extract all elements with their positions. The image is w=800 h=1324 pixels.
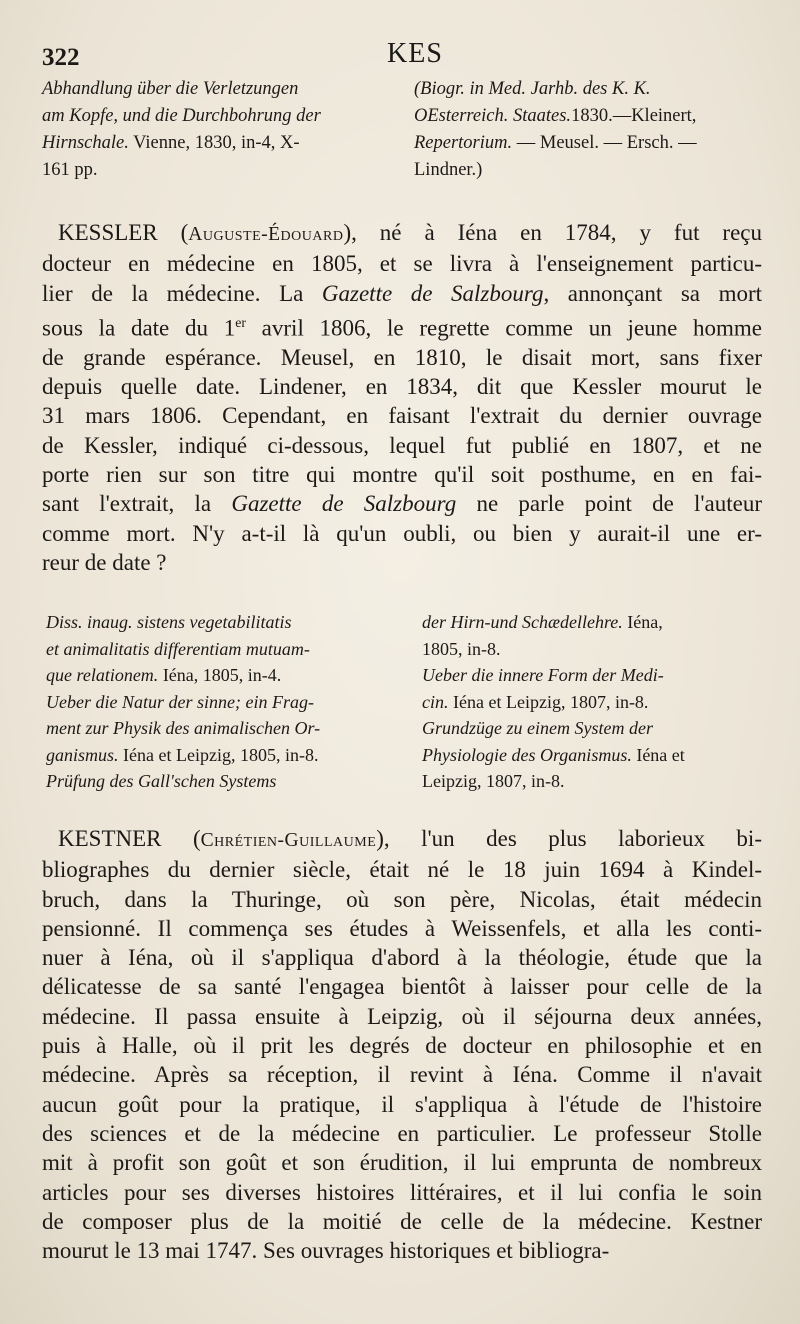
text-run: reur de date ? <box>42 549 167 575</box>
text-run: ne parle point de l'auteur <box>456 491 762 517</box>
text-line <box>46 636 392 663</box>
text-line <box>414 130 762 157</box>
text-run: aucun goût pour la pratique, il s'appliqua à l'étude de l'histoire <box>42 1091 762 1117</box>
italic-text: Ueber die Natur der sinne; ein Frag- <box>46 691 314 712</box>
paragraph-line <box>42 308 762 343</box>
text-run: 161 pp. <box>42 160 98 180</box>
text-run: bruch, dans la Thuringe, où son père, Nicolas, était médecin <box>42 886 762 912</box>
paragraph-line <box>42 279 762 308</box>
small-caps-name: Auguste-Édouard <box>188 224 344 245</box>
text-run: Iéna et Leipzig, 1805, in-8. <box>118 744 319 765</box>
text-line <box>422 662 766 689</box>
text-run: — Meusel. — Ersch. — <box>512 133 697 153</box>
paragraph-line <box>42 972 762 1001</box>
text-run: Vienne, 1830, in-4, X- <box>128 133 300 153</box>
text-run: 31 mars 1806. Cependant, en faisant l'extrait du dernier ouvrage <box>42 403 762 429</box>
text-run: sous la date du 1 <box>42 315 236 341</box>
italic-text: et animalitatis differentiam mutuam- <box>46 638 310 659</box>
paragraph-line <box>42 1090 762 1119</box>
text-line <box>414 157 762 184</box>
italic-text: que relationem. <box>46 665 159 685</box>
text-run: ), né à Iéna en 1784, y fut reçu <box>343 220 762 245</box>
small-caps-name: Chrétien-Guillaume <box>200 830 377 851</box>
paragraph-line <box>42 372 762 401</box>
italic-text: (Biogr. in Med. Jarhb. des K. K. <box>414 79 651 99</box>
text-run: mourut le 13 mai 1747. Ses ouvrages historiques et bibliogra- <box>42 1238 610 1264</box>
italic-text: OEsterreich. Staates. <box>414 106 572 126</box>
paragraph-line <box>42 431 762 460</box>
paragraph-line <box>42 1119 762 1148</box>
paragraph-line <box>42 855 762 884</box>
text-run: KESTNER ( <box>58 826 201 851</box>
paragraph-line <box>42 249 762 278</box>
text-run: KESSLER ( <box>58 220 189 245</box>
italic-title: Gazette de Salzbourg <box>321 280 544 306</box>
bibliography-right-column <box>422 609 766 795</box>
text-run: de grande espérance. Meusel, en 1810, le disait mort, sans fixer <box>42 344 762 370</box>
text-line <box>42 130 392 157</box>
text-run: Iéna et <box>631 744 685 765</box>
top-note-right <box>414 76 762 184</box>
text-run: médecine. Il passa ensuite à Leipzig, où il séjourna deux années, <box>42 1003 762 1029</box>
italic-text: Grundzüge zu einem System der <box>422 718 653 738</box>
paragraph-line <box>42 218 762 249</box>
paragraph-line <box>42 914 762 943</box>
paragraph-line <box>42 343 762 372</box>
paragraph-line <box>42 401 762 430</box>
italic-text: Prüfung des Gall'schen Systems <box>46 771 277 791</box>
italic-text: Diss. inaug. sistens vegetabilitatis <box>46 612 292 632</box>
text-run: bliographes du dernier siècle, était né le 18 juin 1694 à Kindel- <box>42 857 762 883</box>
italic-text: am Kopfe, und die Durchbohrung der <box>42 106 321 126</box>
text-run: articles pour ses diverses histoires littéraires, et il lui confia le soin <box>42 1179 762 1205</box>
text-run: depuis quelle date. Lindener, en 1834, dit que Kessler mourut le <box>42 374 762 400</box>
paragraph-line <box>42 1148 762 1177</box>
text-run: de Kessler, indiqué ci-dessous, lequel fut publié en 1807, et ne <box>42 432 762 458</box>
text-run: puis à Halle, où il prit les degrés de docteur en philosophie et en <box>42 1033 762 1059</box>
paragraph-line <box>42 1031 762 1060</box>
text-run: Iéna, 1805, in-4. <box>158 665 282 685</box>
text-line <box>46 742 392 769</box>
text-line <box>422 715 766 742</box>
text-run: ), l'un des plus laborieux bi- <box>376 826 762 851</box>
text-line <box>414 103 762 130</box>
text-line <box>422 689 766 716</box>
paragraph-line <box>42 1002 762 1031</box>
text-run: , annonçant sa mort <box>543 280 763 306</box>
text-run: docteur en médecine en 1805, et se livra à l'enseignement particu- <box>42 251 762 277</box>
paragraph-line <box>42 460 762 489</box>
text-run: comme mort. N'y a-t-il là qu'un oubli, ou bien y aurait-il une er- <box>42 520 762 546</box>
paragraph-line <box>42 548 762 577</box>
italic-text: Ueber die innere Form der Medi- <box>422 665 664 685</box>
superscript: er <box>235 314 246 330</box>
text-run: 1830.—Kleinert, <box>571 106 697 126</box>
text-line <box>46 689 392 716</box>
paragraph-line <box>42 1178 762 1207</box>
paragraph-line <box>42 824 762 855</box>
text-line <box>414 76 762 103</box>
text-line <box>422 636 766 663</box>
text-line <box>46 662 392 689</box>
italic-text: Hirnschale. <box>42 133 129 153</box>
text-run: lier de la médecine. La <box>42 280 322 306</box>
italic-text: Physiologie des Organismus. <box>422 744 632 765</box>
text-run: 1805, in-8. <box>422 638 501 659</box>
text-run: porte rien sur son titre qui montre qu'il soit posthume, en en fai- <box>42 462 762 488</box>
paragraph-line <box>42 519 762 548</box>
paragraph-line <box>42 489 762 518</box>
entry-kessler <box>42 218 762 577</box>
text-run: des sciences et de la médecine en particulier. Le professeur Stolle <box>42 1120 762 1146</box>
text-run: mit à profit son goût et son érudition, il lui emprunta de nombreux <box>42 1150 762 1176</box>
text-run: délicatesse de sa santé l'engagea bientôt à laisser pour celle de la <box>42 974 762 1000</box>
text-run: nuer à Iéna, où il s'appliqua d'abord à la théologie, étude que la <box>42 945 762 971</box>
entry-kestner <box>42 824 762 1265</box>
text-line <box>46 768 392 795</box>
italic-text: ganismus. <box>46 744 119 765</box>
page-number: 322 <box>42 44 80 71</box>
running-head: KES <box>387 38 443 69</box>
text-run: Iéna et Leipzig, 1807, in-8. <box>448 691 649 712</box>
italic-text: cin. <box>422 691 449 712</box>
text-run: de composer plus de la moitié de celle de la médecine. Kestner <box>42 1208 762 1234</box>
paragraph-line <box>42 1236 762 1265</box>
paragraph-line <box>42 1207 762 1236</box>
text-line <box>42 157 392 184</box>
text-line <box>422 768 766 795</box>
text-run: sant l'extrait, la <box>42 491 232 517</box>
text-line <box>42 103 392 130</box>
italic-text: ment zur Physik des animalischen Or- <box>46 718 321 738</box>
text-run: Iéna, <box>622 612 663 632</box>
text-run: Leipzig, 1807, in-8. <box>422 771 565 791</box>
paragraph-line <box>42 1060 762 1089</box>
italic-title: Gazette de Salzbourg <box>231 491 457 517</box>
text-line <box>422 742 766 769</box>
text-run: pensionné. Il commença ses études à Weissenfels, et alla les conti- <box>42 915 762 941</box>
italic-text: Abhandlung über die Verletzungen <box>42 79 299 99</box>
italic-text: Repertorium. <box>414 133 513 153</box>
top-note-left <box>42 76 392 184</box>
text-line <box>46 609 392 636</box>
page-header <box>42 38 760 78</box>
text-line <box>42 76 392 103</box>
paragraph-line <box>42 943 762 972</box>
text-line <box>46 715 392 742</box>
paragraph-line <box>42 885 762 914</box>
text-run: avril 1806, le regrette comme un jeune homme <box>245 315 763 341</box>
italic-text: der Hirn-und Schædellehre. <box>422 612 623 632</box>
text-line <box>422 609 766 636</box>
text-run: Lindner.) <box>414 160 483 180</box>
text-run: médecine. Après sa réception, il revint à Iéna. Comme il n'avait <box>42 1062 762 1088</box>
bibliography-left-column <box>46 609 392 795</box>
